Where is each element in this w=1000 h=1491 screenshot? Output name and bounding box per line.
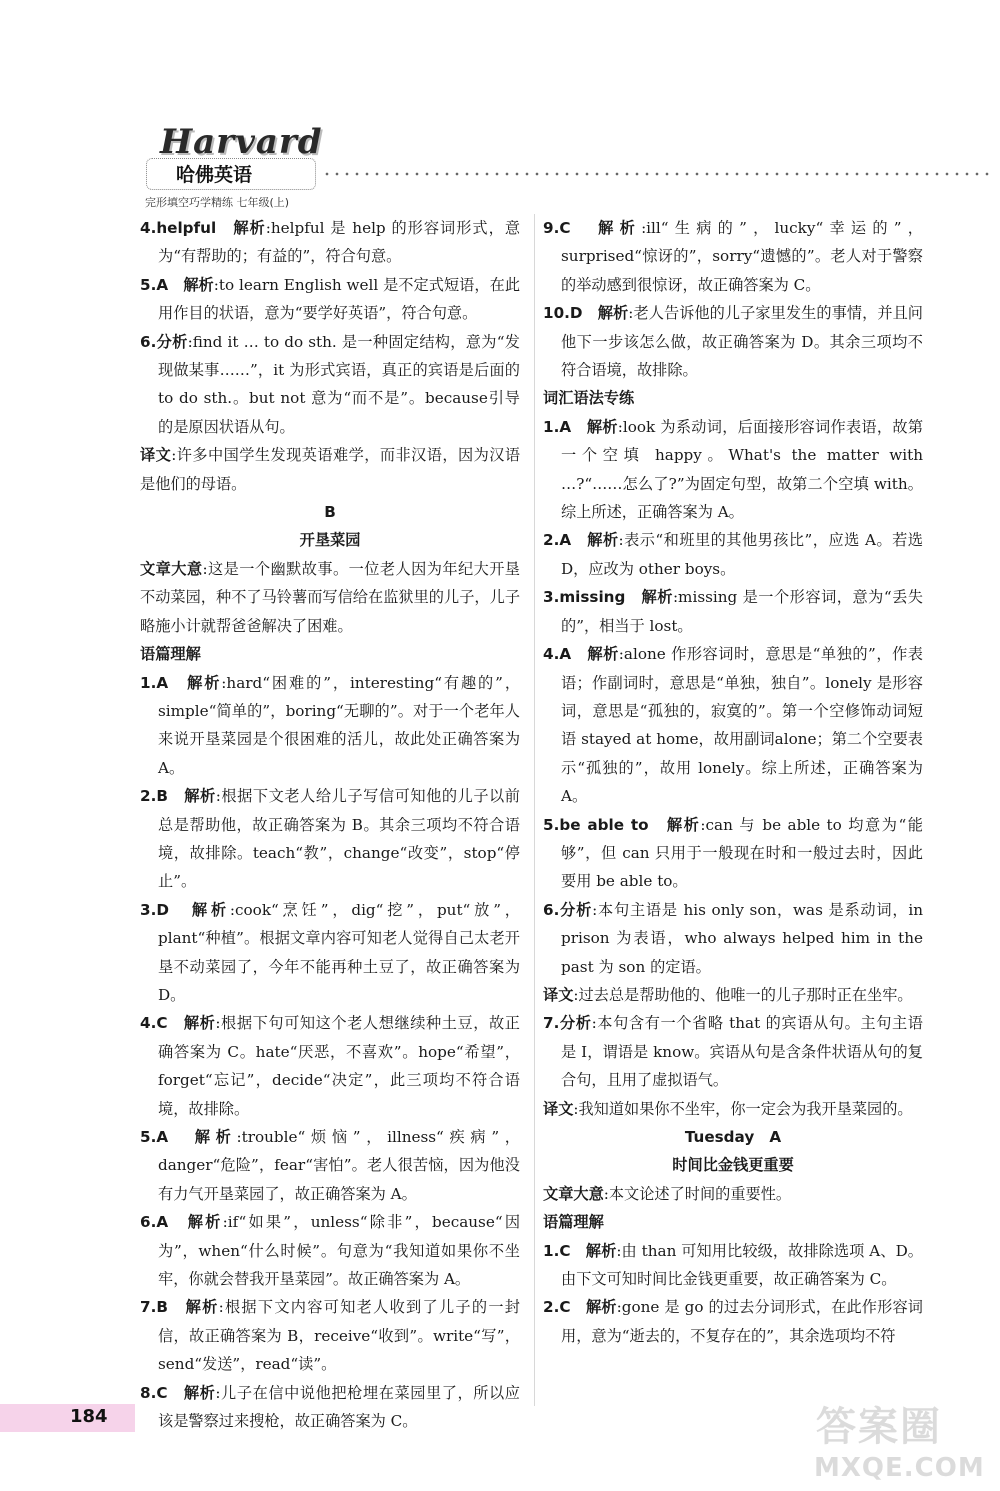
answer-item: 8.C 解析:儿子在信中说他把枪埋在菜园里了，所以应该是警察过来搜枪，故正确答案为 C。 <box>140 1383 520 1431</box>
book-subtitle: 完形填空巧学精练 七年级(上) <box>145 196 290 209</box>
logo-chinese-text: 哈佛英语 <box>176 164 253 186</box>
answer-item: 7.B 解析:根据下文内容可知老人收到了儿子的一封信，故正确答案为 B，receive“收到”。write“写”，send“发送”，read“读”。 <box>140 1298 520 1374</box>
translation: 译文:过去总是帮助他的、他唯一的儿子那时正在坐牢。 <box>543 985 913 1004</box>
answer-item: 2.B 解析:根据下文老人给儿子写信可知他的儿子以前总是帮助他，故正确答案为 B。其余三项均不符合语境，故排除。teach“教”，change“改变”，stop“停止”。 <box>140 787 520 891</box>
answer-item: 2.A 解析:表示“和班里的其他男孩比”，应选 A。若选 D，应改为 other boys。 <box>543 531 923 578</box>
answer-item: 6.分析:本句主语是 his only son，was 是系动词，in prison 为表语，who always helped him in the past 为 son 的定语。 <box>543 900 923 976</box>
answer-item: 6.A 解析:if“如果”，unless“除非”，because“因为”，when“什么时候”。句意为“我知道如果你不坐牢，你就会替我开垦菜园”。故正确答案为 A。 <box>140 1213 521 1289</box>
answer-item: 3.D 解析:cook“烹饪”，dig“挖”，put“放”，plant“种植”。根据文章内容可知老人觉得自己太老开垦不动菜园了，今年不能再种土豆了，故正确答案为 D。 <box>140 900 520 1004</box>
answer-item: 3.missing 解析:missing 是一个形容词，意为“丢失的”，相当于 lost。 <box>543 588 923 635</box>
answer-item: 6.分析:find it … to do sth. 是一种固定结构，意为“发现做某事……”，it 为形式宾语，真正的宾语是后面的 to do sth.。but not 意为“而不是”。because引导的是原因状语从句。 <box>140 332 520 436</box>
answer-item: 9.C 解析:ill“生病的”，lucky“幸运的”，surprised“惊讶的”，sorry“遗憾的”。老人对于警察的举动感到很惊讶，故正确答案为 C。 <box>543 219 923 294</box>
subsection-heading: 词汇语法专练 <box>543 389 635 408</box>
section-heading: B <box>324 503 336 522</box>
section-title: 时间比金钱更重要 <box>672 1156 794 1175</box>
watermark-logo-text: 答案圈 <box>816 1404 942 1450</box>
answer-item: 1.A 解析:look 为系动词，后面接形容词作表语，故第一个空填 happy。What's the matter with …?“……怎么了?”为固定句型，故第二个空填 with。综上所述，正确答案为 A。 <box>543 417 924 522</box>
answer-item: 5.A 解析:to learn English well 是不定式短语，在此用作目的状语，意为“要学好英语”，符合句意。 <box>140 275 521 323</box>
answer-item: 10.D 解析:老人告诉他的儿子家里发生的事情，并且问他下一步该怎么做，故正确答案为 D。其余三项均不符合语境，故排除。 <box>543 304 923 380</box>
answer-item: 7.分析:本句含有一个省略 that 的宾语从句。主句主语是 I，谓语是 know。宾语从句是含条件状语从句的复合句，且用了虚拟语气。 <box>543 1014 923 1090</box>
answer-item: 4.A 解析:alone 作形容词时，意思是“单独的”，作表语；作副词时，意思是“单独，独自”。lonely 是形容词，意思是“孤独的，寂寞的”。第一个空修饰动词短语 stayed at home，故用副词alone；第二个空要表示“孤独的”，故用 lonely。综上所述，正确答案为 A。 <box>543 645 923 806</box>
answer-item: 1.A 解析:hard“困难的”，interesting“有趣的”，simple“简单的”，boring“无聊的”。对于一个老年人来说开垦菜园是个很困难的活儿，故此处正确答案为 A。 <box>140 673 521 777</box>
answer-item: 1.C 解析:由 than 可知用比较级，故排除选项 A、D。由下文可知时间比金钱更重要，故正确答案为 C。 <box>543 1241 923 1289</box>
subsection-heading: 语篇理解 <box>543 1213 604 1232</box>
answer-item: 2.C 解析:gone 是 go 的过去分词形式，在此作形容词用，意为“逝去的，不复存在的”，其余选项均不符 <box>543 1298 923 1345</box>
column-divider <box>534 214 535 1406</box>
translation: 译文:我知道如果你不坐牢，你一定会为我开垦菜园的。 <box>543 1099 913 1118</box>
answer-item: 5.A 解析:trouble“烦恼”，illness“疾病”，danger“危险”，fear“害怕”。老人很苦恼，因为他没有力气开垦菜园了，故正确答案为 A。 <box>140 1128 520 1203</box>
watermark-url: MXQE.COM <box>814 1453 985 1483</box>
left-column <box>140 214 520 1435</box>
right-column <box>543 214 923 1350</box>
page-number: 184 <box>70 1406 108 1427</box>
section-title: 开垦菜园 <box>299 531 361 550</box>
main-idea: 文章大意:本文论述了时间的重要性。 <box>543 1184 792 1203</box>
page-header <box>0 0 1000 215</box>
answer-item: 5.be able to 解析:can 与 be able to 均意为“能够”，但 can 只用于一般现在时和一般过去时，因此要用 be able to。 <box>543 815 923 891</box>
answer-item: 4.helpful 解析:helpful 是 help 的形容词形式，意为“有帮助的；有益的”，符合句意。 <box>140 219 521 266</box>
logo-english-text: Harvard <box>160 122 323 162</box>
translation: 译文:许多中国学生发现英语难学，而非汉语，因为汉语是他们的母语。 <box>140 446 521 493</box>
section-heading: Tuesday A <box>684 1128 782 1146</box>
main-idea: 文章大意:这是一个幽默故事。一位老人因为年纪大开垦不动菜园，种不了马铃薯而写信给在监狱里的儿子，儿子略施小计就帮爸爸解决了困难。 <box>140 559 520 635</box>
watermark <box>810 1395 1000 1491</box>
page-number-tab <box>0 1404 135 1432</box>
harvard-logo <box>138 122 323 194</box>
answer-item: 4.C 解析:根据下句可知这个老人想继续种土豆，故正确答案为 C。hate“厌恶，不喜欢”。hope“希望”，forget“忘记”，decide“决定”，此三项均不符合语境，故排除。 <box>140 1014 520 1118</box>
dotted-rule <box>322 170 994 178</box>
subsection-heading: 语篇理解 <box>140 645 201 664</box>
